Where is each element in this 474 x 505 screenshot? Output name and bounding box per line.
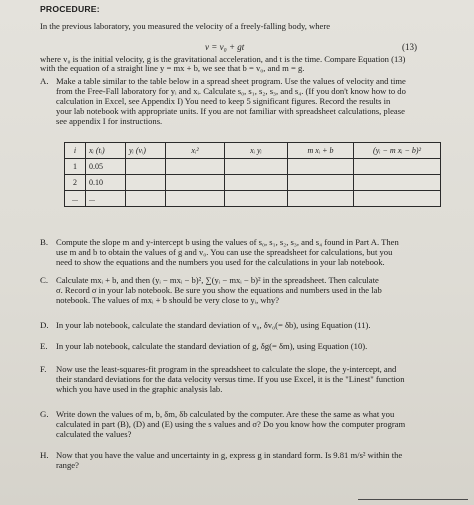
- table-cell: [288, 191, 354, 207]
- table-cell: [225, 191, 288, 207]
- item-c-label: C.: [40, 275, 49, 285]
- item-h-label: H.: [40, 450, 49, 460]
- table-cell: 1: [65, 159, 86, 175]
- table-cell: [354, 191, 441, 207]
- item-a-line: calculation in Excel, see Appendix I) You need to keep 5 significant figures. Record the results in: [56, 96, 391, 106]
- header-cell: xᵢ²: [166, 143, 225, 159]
- item-c-line: Calculate mxᵢ + b, and then (yᵢ − mxᵢ − b)², ∑(yᵢ − mxᵢ − b)² in the spreadsheet. Then calculate: [56, 275, 379, 285]
- table-cell: [288, 175, 354, 191]
- item-g-line: Write down the values of m, b, δm, δb calculated by the computer. Are these the same as what you: [56, 409, 395, 419]
- item-g-label: G.: [40, 409, 49, 419]
- item-h-line: range?: [56, 460, 79, 470]
- table-cell: [225, 175, 288, 191]
- table-row: [65, 159, 441, 175]
- page-title: PROCEDURE:: [40, 4, 100, 14]
- item-a-line: your lab notebook with appropriate units. If you are not familiar with spreadsheet calculations, please: [56, 106, 405, 116]
- item-a-line: from the Free-Fall laboratory for yᵢ and xᵢ. Calculate s₀, s₁, s₂, s₃, and s₄. (If you don't know how to do: [56, 86, 406, 96]
- intro-line-3: with the equation of a straight line y = mx + b, we see that b = v₀, and m = g.: [40, 63, 305, 73]
- item-g-line: calculated the values?: [56, 429, 132, 439]
- table-cell: [225, 159, 288, 175]
- table-header-row: [65, 143, 441, 159]
- table-cell: [166, 175, 225, 191]
- item-f-label: F.: [40, 364, 47, 374]
- item-d-label: D.: [40, 320, 49, 330]
- item-b-line: Compute the slope m and y-intercept b using the values of s₀, s₁, s₂, s₃, and s₄ found in Part A. Then: [56, 237, 399, 247]
- table-cell: [126, 159, 166, 175]
- item-c-line: σ. Record σ in your lab notebook. Be sure you show the equations and numbers used in the lab: [56, 285, 382, 295]
- table-cell: [288, 159, 354, 175]
- item-a-label: A.: [40, 76, 49, 86]
- header-cell: i: [65, 143, 86, 159]
- header-cell: m xᵢ + b: [288, 143, 354, 159]
- item-f-line: which you have used in the graphic analysis lab.: [56, 384, 223, 394]
- intro-line-1: In the previous laboratory, you measured the velocity of a freely-falling body, where: [40, 21, 331, 31]
- item-f-line: Now use the least-squares-fit program in the spreadsheet to calculate the slope, the y-intercept, and: [56, 364, 397, 374]
- header-cell: xᵢ (tᵢ): [86, 143, 126, 159]
- table-cell: 0.10: [86, 175, 126, 191]
- table-cell: [166, 159, 225, 175]
- table-cell: ...: [86, 191, 126, 207]
- item-e-line: In your lab notebook, calculate the standard deviation of g, δg(= δm), using Equation (10).: [56, 341, 368, 351]
- intro-line-2: where v₀ is the initial velocity, g is the gravitational acceleration, and t is the time. Compare Equation (13): [40, 54, 406, 64]
- table-cell: [354, 175, 441, 191]
- header-cell: (yᵢ − m xᵢ − b)²: [354, 143, 441, 159]
- table-cell: [126, 191, 166, 207]
- velocity-equation: v = v₀ + gt: [205, 42, 245, 52]
- table-row: [65, 191, 441, 207]
- table-row: [65, 175, 441, 191]
- table-cell: 0.05: [86, 159, 126, 175]
- table-cell: [126, 175, 166, 191]
- table-cell: [166, 191, 225, 207]
- item-b-label: B.: [40, 237, 49, 247]
- item-a-line: Make a table similar to the table below in a spread sheet program. Use the values of velocity and time: [56, 76, 406, 86]
- item-f-line: their standard deviations for the data velocity versus time. If you use Excel, it is the "Linest" function: [56, 374, 405, 384]
- item-c-line: notebook. The values of mxᵢ + b should be very close to yᵢ, why?: [56, 295, 280, 305]
- table-cell: 2: [65, 175, 86, 191]
- item-e-label: E.: [40, 341, 48, 351]
- item-b-line: use m and b to obtain the values of g and v₀. You can use the spreadsheet for calculations, but you: [56, 247, 393, 257]
- header-cell: xᵢ yᵢ: [225, 143, 288, 159]
- equation-number: (13): [402, 42, 417, 52]
- item-h-line: Now that you have the value and uncertainty in g, express g in standard form. Is 9.81 m/s² within the: [56, 450, 403, 460]
- item-a-line: see appendix I for instructions.: [56, 116, 163, 126]
- bottom-rule: [358, 499, 468, 500]
- data-table: [64, 142, 441, 207]
- item-g-line: calculated in part (B), (D) and (E) using the s values and σ? Do you know how the computer program: [56, 419, 406, 429]
- item-d-line: In your lab notebook, calculate the standard deviation of v₀, δv₀(= δb), using Equation (11).: [56, 320, 371, 330]
- table-cell: [354, 159, 441, 175]
- table-cell: ...: [65, 191, 86, 207]
- header-cell: yᵢ (vᵢ): [126, 143, 166, 159]
- item-b-line: need to show the equations and the numbers you used for the calculations in your lab notebook.: [56, 257, 385, 267]
